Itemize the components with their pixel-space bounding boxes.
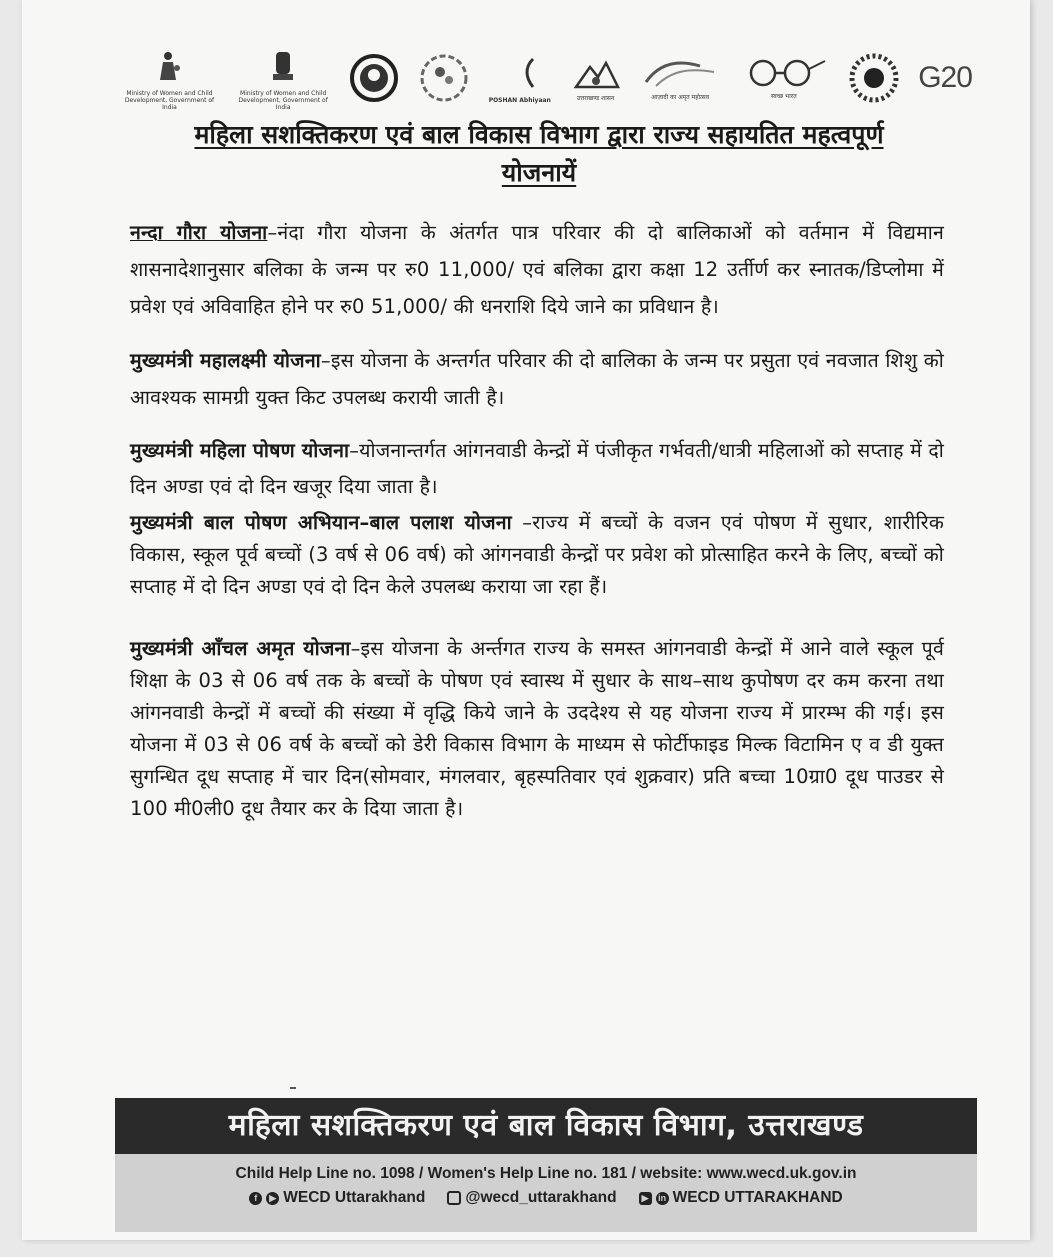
uttarakhand-govt-logo — [570, 55, 622, 102]
circular-seal-logo — [349, 53, 399, 103]
scheme-nanda-gaura — [130, 214, 944, 325]
mother-child-icon — [418, 52, 470, 104]
scheme-title: मुख्यमंत्री महालक्ष्मी योजना — [130, 349, 321, 372]
scheme-text: –योजनान्तर्गत आंगनवाडी केन्द्रों में पंजीकृत गर्भवती/धात्री महिलाओं को सप्ताह में दो दिन अण्डा एवं दो दिन खजूर दिया जाता है। — [130, 439, 944, 498]
heading-line-2: योजनायें — [501, 158, 577, 187]
ministry-wcd-logo — [122, 46, 217, 111]
uttarakhand-caption: उत्तराखण्ड शासन — [576, 94, 615, 102]
spectacles-icon — [739, 57, 829, 93]
facebook-youtube-link[interactable] — [249, 1186, 425, 1210]
sunburst-logo — [848, 52, 900, 104]
sunburst-icon — [848, 52, 900, 104]
poshan-label: POSHAN Abhiyaan — [488, 96, 551, 104]
print-mark — [290, 1087, 296, 1089]
amrit-icon — [640, 56, 720, 94]
emblem-caption: Ministry of Women and Child Development, Government of India — [238, 89, 328, 111]
scheme-bal-palash — [130, 507, 944, 603]
scheme-title: मुख्यमंत्री बाल पोषण अभियान–बाल पलाश योजना — [130, 511, 512, 534]
youtube-channel-label: WECD UTTARAKHAND — [672, 1189, 843, 1206]
schemes-list — [130, 214, 944, 855]
social-links — [115, 1186, 977, 1210]
scheme-text: –इस योजना के अर्न्तगत राज्य के समस्त आंगनवाडी केन्द्रों में आने वाले स्कूल पूर्व शिक्षा के 03 से 06 वर्ष तक के बच्चों के पोषण एवं स्वास्थ में सुधार के साथ–साथ कुपोषण दर कम करना तथा आंगनवाडी केन्द्रों में बच्चों की संख्या में वृद्धि किये जाने के उददेश्य से यह योजना राज्य में प्रारम्भ की गई। इस योजना में 03 से 06 वर्ष के बच्चों को डेरी विकास विभाग के माध्यम से फोर्टीफाइड मिल्क विटामिन ए व डी युक्त सुगन्धित दूध सप्ताह में चार दिन(सोमवार, मंगलवार, बृहस्पतिवार एवं शुक्रवार) प्रति बच्चा 10ग्रा0 दूध पाउडर से 100 मी0ली0 दूध तैयार कर के दिया जाता है। — [130, 637, 944, 820]
emblem-icon — [263, 46, 303, 90]
document-page — [22, 0, 1030, 1240]
g20-label: G20 — [918, 61, 972, 94]
poshan-logo — [489, 53, 551, 104]
heading-line-1: महिला सशक्तिकरण एवं बाल विकास विभाग द्वारा राज्य सहायतित महत्वपूर्ण — [194, 120, 884, 149]
department-banner: महिला सशक्तिकरण एवं बाल विकास विभाग, उत्तराखण्ड — [115, 1098, 977, 1154]
instagram-link[interactable] — [447, 1186, 616, 1210]
scheme-title: मुख्यमंत्री आँचल अमृत योजना — [130, 637, 351, 660]
instagram-label: @wecd_uttarakhand — [465, 1189, 617, 1206]
seal-icon — [349, 53, 399, 103]
amrit-caption: आज़ादी का अमृत महोत्सव — [651, 93, 710, 101]
page-heading — [114, 116, 964, 192]
national-emblem-logo — [236, 46, 331, 111]
facebook-icon: f — [249, 1192, 262, 1205]
ministry-wcd-caption: Ministry of Women and Child Development, Government of India — [124, 89, 215, 111]
swachh-bharat-logo — [739, 57, 829, 100]
scheme-aanchal-amrit — [130, 633, 944, 825]
scheme-text: –नंदा गौरा योजना के अंतर्गत पात्र परिवार की दो बालिकाओं को वर्तमान में विद्यमान शासनादेशानुसार बलिका के जन्म पर रु0 11,000/ एवं बलिका द्वारा कक्षा 12 उर्तीर्ण कर स्नातक/डिप्लोमा में प्रवेश एवं अविवाहित होने पर रु0 51,000/ की धनराशि दिये जाने का प्रविधान है। — [130, 221, 945, 318]
scheme-title: मुख्यमंत्री महिला पोषण योजना — [130, 439, 350, 462]
facebook-label: WECD Uttarakhand — [283, 1189, 426, 1206]
linkedin-icon: in — [656, 1192, 669, 1205]
instagram-icon — [447, 1191, 461, 1205]
youtube-channel-icon: ▶ — [639, 1192, 652, 1205]
swachh-caption: स्वच्छ भारत — [771, 92, 797, 100]
scheme-text: –इस योजना के अन्तर्गत परिवार की दो बालिका के जन्म पर प्रसुता एवं नवजात शिशु को आवश्यक सामग्री युक्त किट उपलब्ध करायी जाती है। — [130, 349, 944, 409]
woman-child-icon — [135, 46, 205, 90]
mother-child-logo — [418, 52, 470, 104]
helpline-text: Child Help Line no. 1098 / Women's Help Line no. 181 / website: www.wecd.uk.gov.in — [235, 1165, 857, 1182]
amrit-mahotsav-logo — [640, 56, 720, 101]
footer-block — [115, 1098, 977, 1232]
mountain-icon — [570, 55, 622, 95]
helpline-panel — [115, 1154, 977, 1232]
scheme-mahila-poshan — [130, 433, 944, 505]
youtube-icon: ▶ — [266, 1192, 279, 1205]
scheme-title: नन्दा गौरा योजना — [130, 221, 268, 244]
youtube-channel-link[interactable] — [639, 1186, 843, 1210]
poshan-icon — [495, 53, 545, 97]
logo-strip — [122, 42, 972, 114]
g20-logo — [918, 61, 972, 95]
scheme-mahalakshmi — [130, 342, 944, 416]
scheme-text: –राज्य में बच्चों के वजन एवं पोषण में सुधार, शारीरिक विकास, स्कूल पूर्व बच्चों (3 वर्ष से 06 वर्ष) को आंगनवाडी केन्द्रों पर प्रवेश को प्रोत्साहित करने के लिए, बच्चों को सप्ताह में दो दिन अण्डा एवं दो दिन केले उपलब्ध कराया जा रहा हैं। — [130, 511, 944, 598]
